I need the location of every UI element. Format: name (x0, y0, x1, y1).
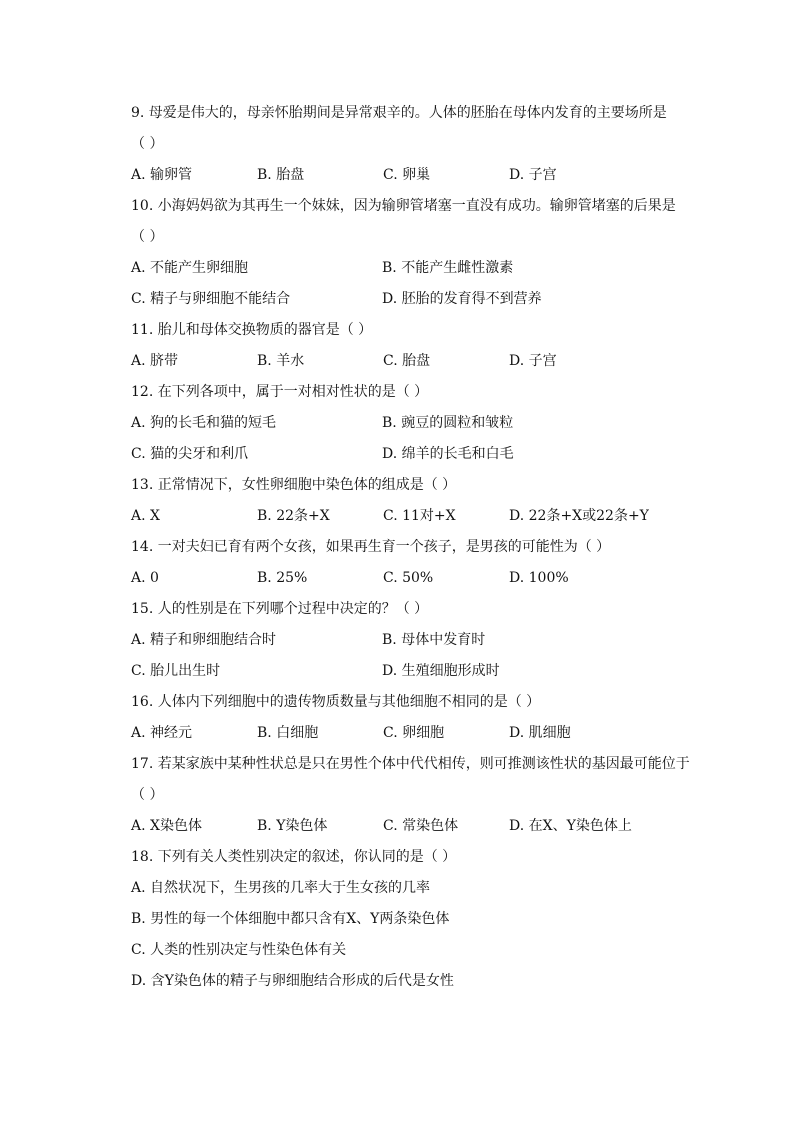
question-18 (131, 842, 701, 997)
option-c: C. 卵细胞 (383, 725, 445, 741)
options-row (131, 501, 701, 532)
question-stem: 11. 胎儿和母体交换物质的器官是（ ） (131, 322, 373, 338)
options-row (131, 935, 701, 966)
question-10 (131, 191, 701, 315)
question-14 (131, 532, 701, 594)
option-a: A. 不能产生卵细胞 (131, 260, 249, 276)
options-row (131, 811, 701, 842)
option-b: B. 男性的每一个体细胞中都只含有X、Y两条染色体 (131, 911, 450, 927)
option-c: C. 精子与卵细胞不能结合 (131, 291, 291, 307)
options-row (131, 346, 701, 377)
question-stem: 18. 下列有关人类性别决定的叙述，你认同的是（ ） (131, 849, 457, 865)
options-row (131, 718, 701, 749)
options-row (131, 439, 701, 470)
question-17 (131, 749, 701, 842)
option-c: C. 胎儿出生时 (131, 663, 221, 679)
options-row (131, 284, 701, 315)
option-d: D. 胚胎的发育得不到营养 (382, 291, 542, 307)
question-stem: 9. 母爱是伟大的，母亲怀胎期间是异常艰辛的。人体的胚胎在母体内发育的主要场所是 (131, 105, 667, 121)
question-stem: 13. 正常情况下，女性卵细胞中染色体的组成是（ ） (131, 477, 457, 493)
option-b: B. 25% (257, 570, 308, 586)
question-12 (131, 377, 701, 470)
answer-bracket: （ ） (131, 787, 164, 803)
option-b: B. 母体中发育时 (382, 632, 486, 648)
option-a: A. 神经元 (131, 725, 193, 741)
option-d: D. 在X、Y染色体上 (509, 818, 632, 834)
question-15 (131, 594, 701, 687)
option-d: D. 肌细胞 (509, 725, 571, 741)
answer-bracket: （ ） (131, 136, 164, 152)
options-row (131, 563, 701, 594)
option-b: B. 白细胞 (257, 725, 319, 741)
option-a: A. 脐带 (131, 353, 179, 369)
option-c: C. 人类的性别决定与性染色体有关 (131, 942, 347, 958)
option-a: A. 狗的长毛和猫的短毛 (131, 415, 277, 431)
question-9 (131, 98, 701, 191)
options-row (131, 656, 701, 687)
options-row (131, 873, 701, 904)
option-c: C. 50% (383, 570, 434, 586)
option-d: D. 22条+X或22条+Y (509, 508, 649, 524)
option-b: B. 胎盘 (257, 167, 305, 183)
option-c: C. 卵巢 (383, 167, 431, 183)
options-row (131, 408, 701, 439)
option-a: A. 输卵管 (131, 167, 193, 183)
option-b: B. Y染色体 (257, 818, 328, 834)
option-d: D. 绵羊的长毛和白毛 (382, 446, 514, 462)
option-d: D. 100% (509, 570, 569, 586)
option-d: D. 子宫 (509, 353, 557, 369)
options-row (131, 253, 701, 284)
option-a: A. 精子和卵细胞结合时 (131, 632, 277, 648)
question-16 (131, 687, 701, 749)
options-row (131, 625, 701, 656)
question-stem: 10. 小海妈妈欲为其再生一个妹妹，因为输卵管堵塞一直没有成功。输卵管堵塞的后果是 (131, 198, 676, 214)
question-stem: 12. 在下列各项中，属于一对相对性状的是（ ） (131, 384, 429, 400)
option-c: C. 11对+X (383, 508, 456, 524)
option-b: B. 不能产生雌性激素 (382, 260, 514, 276)
question-list (131, 98, 701, 997)
option-a: A. 自然状况下，生男孩的几率大于生女孩的几率 (131, 880, 431, 896)
option-d: D. 子宫 (509, 167, 557, 183)
option-a: A. 0 (131, 570, 159, 586)
options-row (131, 904, 701, 935)
options-row (131, 966, 701, 997)
option-d: D. 生殖细胞形成时 (382, 663, 500, 679)
question-13 (131, 470, 701, 532)
option-d: D. 含Y染色体的精子与卵细胞结合形成的后代是女性 (131, 973, 454, 989)
answer-bracket: （ ） (131, 229, 164, 245)
option-c: C. 胎盘 (383, 353, 431, 369)
option-b: B. 22条+X (257, 508, 330, 524)
question-stem: 14. 一对夫妇已育有两个女孩，如果再生育一个孩子，是男孩的可能性为（ ） (131, 539, 611, 555)
option-a: A. X (131, 508, 160, 524)
question-11 (131, 315, 701, 377)
question-stem: 17. 若某家族中某种性状总是只在男性个体中代代相传，则可推测该性状的基因最可能位于 (131, 756, 690, 772)
option-b: B. 豌豆的圆粒和皱粒 (382, 415, 514, 431)
question-stem: 15. 人的性别是在下列哪个过程中决定的？（ ） (131, 601, 429, 617)
option-a: A. X染色体 (131, 818, 202, 834)
option-b: B. 羊水 (257, 353, 305, 369)
question-stem: 16. 人体内下列细胞中的遗传物质数量与其他细胞不相同的是（ ） (131, 694, 541, 710)
option-c: C. 常染色体 (383, 818, 459, 834)
options-row (131, 160, 701, 191)
option-c: C. 猫的尖牙和利爪 (131, 446, 249, 462)
